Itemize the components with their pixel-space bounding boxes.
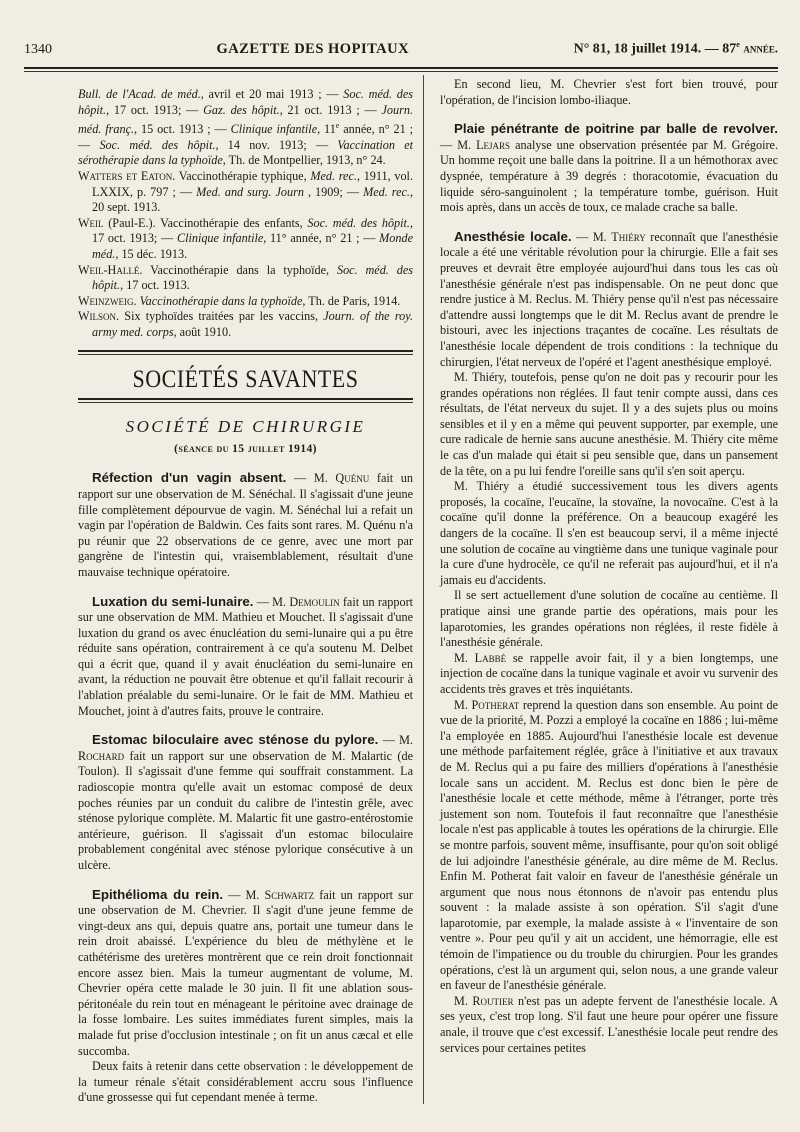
issue-info: N° 81, 18 juillet 1914. — 87e année. — [573, 40, 778, 57]
column-divider — [423, 75, 424, 1104]
article-anesthesie-locale: Anesthésie locale. — M. Thiéry reconnaît que l'anesthésie locale a été une véritable révolution pour la chirurgie. Elle a fait ses preuves et devrait être employée aujourd'hui dans tous les cas où l'anesthésie générale n'est pas indispensable. On ne peut donc que rendre justice à M. Reclus. M. Thiéry pense qu'il n'est pas nécessaire d'attendre aussi longtemps que le dit M. Reclus avant de prendre le bistouri, avec les injections traçantes de cocaïne. Les résultats de l'anesthésie locale dépendent de trois conditions : la technique du chirurgien, l'état nerveux de l'opéré et l'agent anesthésique employé. M. Thiéry, toutefois, pense qu'on ne doit pas y recourir pour les grandes opérations non réglées. Il faut tenir compte aussi, dans ces résultats, de l'état nerveux du sujet. Il y a des sujets plus ou moins sensibles et il y en a même qui peuvent supporter, par exemple, une cure radicale de hernie sans aucune anesthésie. M. Thiéry cite même le cas d'un malade qui était si peu sensible que, dans un pansement de la tête, on a pu lui fendre l'oreille sans qu'il s'en soit aperçu. M. Thiéry a étudié successivement tous les divers agents proposés, la cocaïne, l'eucaïne, la stovaïne, la novocaïne. C'est à la cocaïne qu'il donne la préférence. On a beaucoup exagéré les dangers de la cocaïne. Il s'en est beaucoup servi, il a même injecté une solution de cocaïne au vingtième dans une tunique vaginale pour la cure d'une hydrocèle, ce qu'il ne referait pas aujourd'hui, et il n'a jamais eu d'accidents. Il se sert actuellement d'une solution de cocaïne au centième. Il pratique ainsi une grande partie des opérations, mais pour les laparotomies, les grandes opérations non réglées, il reste fidèle à l'anesthésie générale. M. Labbé se rappelle avoir fait, il y a bien longtemps, une injection de cocaïne dans la tunique vaginale et avoir vu survenir des accidents très graves et très inquiétants. M. Potherat reprend la question dans son ensemble. Au point de vue de la priorité, M. Pozzi a employé la cocaïne en 1886 ; lui-même l'a employée en 1885. Aujourd'hui l'anesthésie locale est devenue une méthode parfaitement réglée, grâce à l'initiative et aux travaux de M. Reclus qui a pu faire des milliers d'opérations à l'anesthésie locale sans un accident. M. Reclus est donc bien le père de l'anesthésie locale et cette méthode, même à l'étranger, porte très justement son nom. Toutefois il faut reconnaître que l'anesthésie locale n'est pas applicable à toutes les opérations de la chirurgie. Elle se montre parfois, souvent même, insuffisante, pour qu'on soit obligé de lui adjoindre l'anesthésie générale, au dire même de M. Reclus. Enfin M. Potherat fait valoir en faveur de l'anesthésie générale un argument que nous nous étonnons de n'avoir pas entendu plus souvent : la malade assiste à son opération. S'il s'agit d'une laparotomie, par exemple, la malade assiste à « l'inventaire de son ventre ». Pour peu qu'il y ait un accident, une hémorragie, elle est témoin de l'impatience ou du trouble du chirurgien. Pour les grandes opérations, c'est là un argument qui, selon nous, a une grande valeur en faveur de l'anesthésie générale. M. Routier n'est pas un adepte fervent de l'anesthésie locale. A ses yeux, c'est trop long. S'il faut une heure pour opérer une fissure anale, il trouve que c'est excessif. L'anesthésie locale peut rendre des services pour certaines petites — [440, 228, 778, 1055]
paragraph: M. Thiéry, toutefois, pense qu'on ne doit pas y recourir pour les grandes opérations non réglées. Il faut tenir compte aussi, dans ces résultats, de l'état nerveux du sujet. Il y a des sujets plus ou moins sensibles et il y en a même qui peuvent supporter, par exemple, une cure radicale de hernie sans aucune anesthésie. M. Thiéry cite même le cas d'un malade qui était si peu sensible que, dans un pansement de la tête, on a pu lui fendre l'oreille sans qu'il s'en soit aperçu. — [440, 370, 778, 478]
article-epithelioma: Epithélioma du rein. — M. Schwartz fait un rapport sur une observation de M. Chevrier. Il s'agit d'une jeune femme de vingt-deux ans qui, depuis quatre ans, portait une tumeur dans le rein droit abaissé. L'expérience du bleu de méthylène et le cathétérisme des uretères montrèrent que ce rein droit fonctionnait encore assez bien. Mais la tumeur augmentant de volume, M. Chevrier opéra cette malade le 30 juin. Il fit une ablation sous-péritonéale du rein tout en ménageant le péritoine avec drainage de la fosse lombaire. Les suites immédiates furent simples, mais la malade fut prise d'occlusion intestinale ; on fit un anus cæcal et elle succomba. Deux faits à retenir dans cette observation : le développement de la tumeur rénale s'était considérablement accru sous l'influence d'une grossesse qui fut cependant menée à terme. — [78, 886, 413, 1105]
reference-entry: Watters et Eaton. Vaccinothérapie typhique, Med. rec., 1911, vol. LXXIX, p. 797 ; — Med. and surg. Journ , 1909; — Med. rec., 20 sept. 1913. — [78, 169, 414, 215]
paragraph-routier: M. Routier n'est pas un adepte fervent de l'anesthésie locale. A ses yeux, c'est trop long. S'il faut une heure pour opérer une fissure anale, il trouve que c'est excessif. L'anesthésie locale peut rendre des services pour certaines petites — [440, 993, 778, 1055]
paragraph: Il se sert actuellement d'une solution de cocaïne au centième. Il pratique ainsi une grande partie des opérations, mais pour les laparotomies, les grandes opérations non réglées, il reste fidèle à l'anesthésie générale. — [440, 588, 778, 650]
speaker-name: Lejars — [476, 137, 511, 152]
speaker-name: Routier — [472, 993, 514, 1008]
article-heading: Luxation du semi-lunaire. — [92, 593, 254, 609]
header-rule — [24, 67, 778, 69]
article-heading: Réfection d'un vagin absent. — [92, 470, 287, 486]
reference-entry: Weil-Hallé. Vaccinothérapie dans la typhoïde, Soc. méd. des hôpit., 17 oct. 1913. — [78, 262, 413, 293]
paragraph: M. Thiéry a étudié successivement tous les divers agents proposés, la cocaïne, l'eucaïne, la stovaïne, la novocaïne. C'est à la cocaïne qu'il donne la préférence. On a beaucoup exagéré les dangers de la cocaïne. Il s'en est beaucoup servi, il a même injecté une solution de cocaïne au vingtième dans une tunique vaginale pour la cure d'une hydrocèle, ce qu'il ne referait pas aujourd'hui, et il n'a jamais eu d'accidents. — [440, 479, 778, 587]
speaker-name: Quénu — [335, 471, 370, 486]
page-header — [24, 40, 778, 66]
speaker-name: Demoulin — [289, 594, 340, 609]
article-vagin: Réfection d'un vagin absent. — M. Quénu fait un rapport sur une observation de M. Sénéchal. Il s'agissait d'une jeune fille complètement dépourvue de vagin. M. Sénéchal lui a refait un vagin par l'opération de Baldwin. Ces faits sont rares. M. Quénu n'a pu réunir que 22 observations de ce genre, avec une mort par gangrène de l'intestin qui, vraisemblablement, résultait d'une mauvaise technique opératoire. — [78, 470, 413, 579]
article-estomac: Estomac biloculaire avec sténose du pylore. — M. Rochard fait un rapport sur une observation de M. Malartic (de Toulon). Il s'agissait d'une femme qui souffrait constamment. La radioscopie montra qu'elle avait un estomac composé de deux poches réunies par un conduit du calibre de l'intestin grêle, avec sténose pylorique complète. M. Malartic fit une gastro-entérostomie antérieure, guérison. Il s'agissait d'un estomac biloculaire probablement congénital avec sténose pylorique consécutive à un ulcère. — [78, 732, 413, 872]
speaker-name: Thiéry — [611, 229, 646, 244]
paragraph-potherat: M. Potherat reprend la question dans son ensemble. Au point de vue de la priorité, M. Pozzi a employé la cocaïne en 1886 ; lui-même l'a employée en 1885. Aujourd'hui l'anesthésie locale est devenue une méthode parfaitement réglée, grâce à l'initiative et aux travaux de M. Reclus qui a pu faire des milliers d'opérations à l'anesthésie locale sans un accident. M. Reclus est donc bien le père de l'anesthésie locale et cette méthode, même à l'étranger, porte très justement son nom. Toutefois il faut reconnaître que l'anesthésie locale n'est pas applicable à toutes les opérations de la chirurgie. Elle se montre parfois, souvent même, insuffisante, pour qu'on soit obligé de lui adjoindre l'anesthésie générale, au dire même de M. Reclus. Enfin M. Potherat fait valoir en faveur de l'anesthésie générale un argument que nous nous étonnons de n'avoir pas entendu plus souvent : la malade assiste à son opération. S'il s'agit d'une laparotomie, par exemple, la malade assiste à « l'inventaire de son ventre ». Pour peu qu'il y ait un accident, une hémorragie, elle est témoin de l'impatience ou du trouble du chirurgien. Pour les grandes opérations, c'est là un argument qui, selon nous, a une grande valeur en faveur de l'anesthésie générale. — [440, 697, 778, 993]
speaker-name: Schwartz — [264, 887, 315, 902]
article-heading: Estomac biloculaire avec sténose du pylore. — [92, 732, 379, 748]
article-heading: Epithélioma du rein. — [92, 886, 224, 902]
speaker-name: Potherat — [471, 697, 520, 712]
society-title: SOCIÉTÉ DE CHIRURGIE — [125, 417, 366, 437]
reference-continuation: Bull. de l'Acad. de méd., avril et 20 mai 1913 ; — Soc. méd. des hôpit., 17 oct. 1913; — Gaz. des hôpit., 21 oct. 1913 ; — Journ. méd. franç., 15 oct. 1913 ; — Clinique infantile, 11e année, n° 21 ; — Soc. méd. des hôpit., 14 nov. 1913; — Vaccination et sérothérapie dans la typhoïde, Th. de Montpellier, 1913, n° 24. — [78, 87, 414, 168]
seance-date: (séance du 15 juillet 1914) — [174, 442, 317, 455]
article-plaie-poitrine: Plaie pénétrante de poitrine par balle de revolver. — M. Lejars analyse une observation présentée par M. Grégoire. Un homme reçoit une balle dans la poitrine. Il a un hémothorax avec dyspnée, température à 39 degrés : thoracotomie, évacuation du liquide séro-sanguinolent ; la température tombe, guérison. Huit mois après, dans un accès de toux, ce malade crache sa balle. — [440, 121, 778, 215]
header-rule-thin — [24, 71, 778, 72]
article-epithelioma-continued: En second lieu, M. Chevrier s'est fort bien trouvé, pour l'opération, de l'incision lombo-iliaque. — [440, 77, 778, 107]
paragraph-labbe: M. Labbé se rappelle avoir fait, il y a bien longtemps, une injection de cocaïne dans la tunique vaginale et avoir vu survenir des accidents très graves et très inquiétants. — [440, 650, 778, 696]
reference-entry: Weinzweig. Vaccinothérapie dans la typhoïde, Th. de Paris, 1914. — [78, 293, 401, 308]
article-heading: Plaie pénétrante de poitrine par balle de revolver. — [454, 121, 778, 137]
section-rule-bottom — [78, 398, 413, 403]
reference-entry: Wilson. Six typhoïdes traitées par les vaccins, Journ. of the roy. army med. corps, août 1910. — [78, 309, 413, 339]
right-column — [440, 77, 778, 1056]
left-column — [78, 87, 413, 1106]
speaker-name: Labbé — [474, 650, 507, 665]
speaker-name: Rochard — [78, 748, 125, 763]
page-number: 1340 — [24, 41, 52, 57]
section-title: SOCIÉTÉS SAVANTES — [132, 363, 359, 393]
article-semi-lunaire: Luxation du semi-lunaire. — M. Demoulin fait un rapport sur une observation de MM. Mathieu et Mouchet. Il s'agissait d'une luxation du grand os avec énucléation du semi-lunaire qui a pu être réduite sans opération, contrairement à ce qu'a soutenu M. Delbet qui a écrit que, quand il y avait énucléation du semi-lunaire en avant, la réduction ne pouvait être obtenue et qu'il fallait recourir à l'ablation préalable du semi-lunaire. Or le fait de MM. Mathieu et Mouchet, joint à d'autres faits, prouve le contraire. — [78, 593, 414, 718]
section-rule-top — [78, 350, 413, 355]
reference-entry: Weil (Paul-E.). Vaccinothérapie des enfants, Soc. méd. des hôpit., 17 oct. 1913; — Clinique infantile, 11° année, n° 21 ; — Monde méd., 15 déc. 1913. — [78, 215, 413, 261]
article-heading: Anesthésie locale. — [454, 228, 572, 244]
journal-title: GAZETTE DES HOPITAUX — [216, 40, 410, 57]
